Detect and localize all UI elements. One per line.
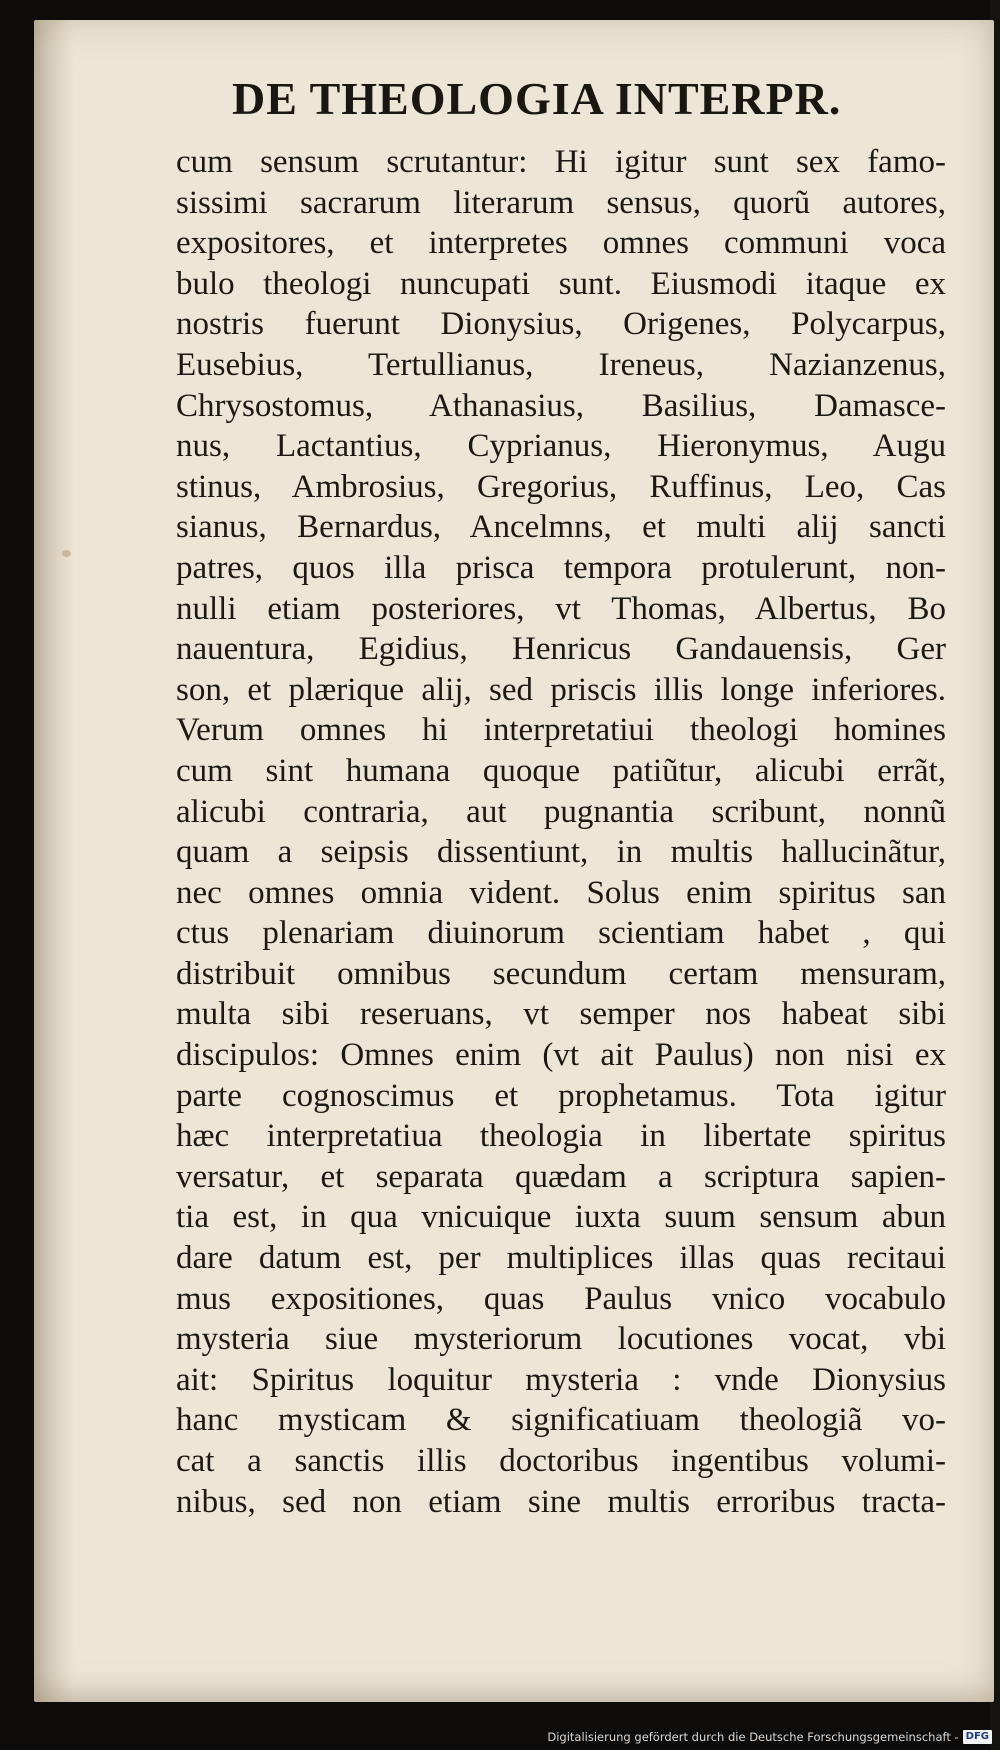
text-line: expositores, et interpretes omnes communi voca [176,225,946,262]
digitization-credit [547,1728,992,1746]
text-line: sissimi sacrarum literarum sensus, quorũ autores, [176,184,946,221]
text-line: mus expositiones, quas Paulus vnico vocabulo [176,1280,946,1317]
text-line: discipulos: Omnes enim (vt ait Paulus) non nisi ex [176,1037,946,1074]
text-line: sianus, Bernardus, Ancelmns, et multi alij sancti [176,509,946,546]
credit-text: Digitalisierung gefördert durch die Deutsche Forschungsgemeinschaft - [547,1730,959,1744]
text-line: nostris fuerunt Dionysius, Origenes, Polycarpus, [176,306,946,343]
text-line: ctus plenariam diuinorum scientiam habet , qui [176,915,946,952]
dfg-logo: DFG [963,1730,992,1744]
text-line: cum sint humana quoque patiũtur, alicubi errãt, [176,752,946,789]
text-line: cat a sanctis illis doctoribus ingentibus volumi- [176,1443,946,1479]
text-line: son, et plærique alij, sed priscis illis longe inferiores. [176,671,946,708]
text-line: bulo theologi nuncupati sunt. Eiusmodi itaque ex [176,265,946,302]
text-line: Eusebius, Tertullianus, Ireneus, Nazianzenus, [176,346,946,383]
text-line: Chrysostomus, Athanasius, Basilius, Damasce- [176,387,946,424]
text-line: nauentura, Egidius, Henricus Gandauensis, Ger [176,631,946,668]
text-line: quam a seipsis dissentiunt, in multis hallucinãtur, [176,834,946,871]
text-line: cum sensum scrutantur: Hi igitur sunt sex famo- [176,144,946,180]
text-line: Verum omnes hi interpretatiui theologi homines [176,712,946,749]
text-line: hæc interpretatiua theologia in libertate spiritus [176,1118,946,1155]
paper-stain [62,550,71,557]
text-line: ait: Spiritus loquitur mysteria : vnde Dionysius [176,1361,946,1398]
text-line: parte cognoscimus et prophetamus. Tota igitur [176,1077,946,1114]
text-line: nec omnes omnia vident. Solus enim spiritus san [176,874,946,911]
text-line: nulli etiam posteriores, vt Thomas, Albertus, Bo [176,590,946,627]
text-line: mysteria siue mysteriorum locutiones vocat, vbi [176,1321,946,1358]
text-line: nibus, sed non etiam sine multis erroribus tracta- [176,1483,946,1520]
text-line: tia est, in qua vnicuique iuxta suum sensum abun [176,1199,946,1236]
text-line: distribuit omnibus secundum certam mensuram, [176,955,946,992]
text-line: alicubi contraria, aut pugnantia scribunt, nonnũ [176,793,946,830]
text-line: nus, Lactantius, Cyprianus, Hieronymus, Augu [176,428,946,465]
text-line: stinus, Ambrosius, Gregorius, Ruffinus, Leo, Cas [176,468,946,505]
binding-shadow [34,20,74,1702]
text-line: multa sibi reseruans, vt semper nos habeat sibi [176,996,946,1033]
text-line: hanc mysticam & significatiuam theologiã vo- [176,1402,946,1439]
running-head: DE THEOLOGIA INTERPR. [232,73,842,124]
text-line: dare datum est, per multiplices illas quas recitaui [176,1240,946,1277]
text-line: versatur, et separata quædam a scriptura sapien- [176,1158,946,1195]
text-line: patres, quos illa prisca tempora protulerunt, non- [176,549,946,586]
body-text [176,142,946,1522]
